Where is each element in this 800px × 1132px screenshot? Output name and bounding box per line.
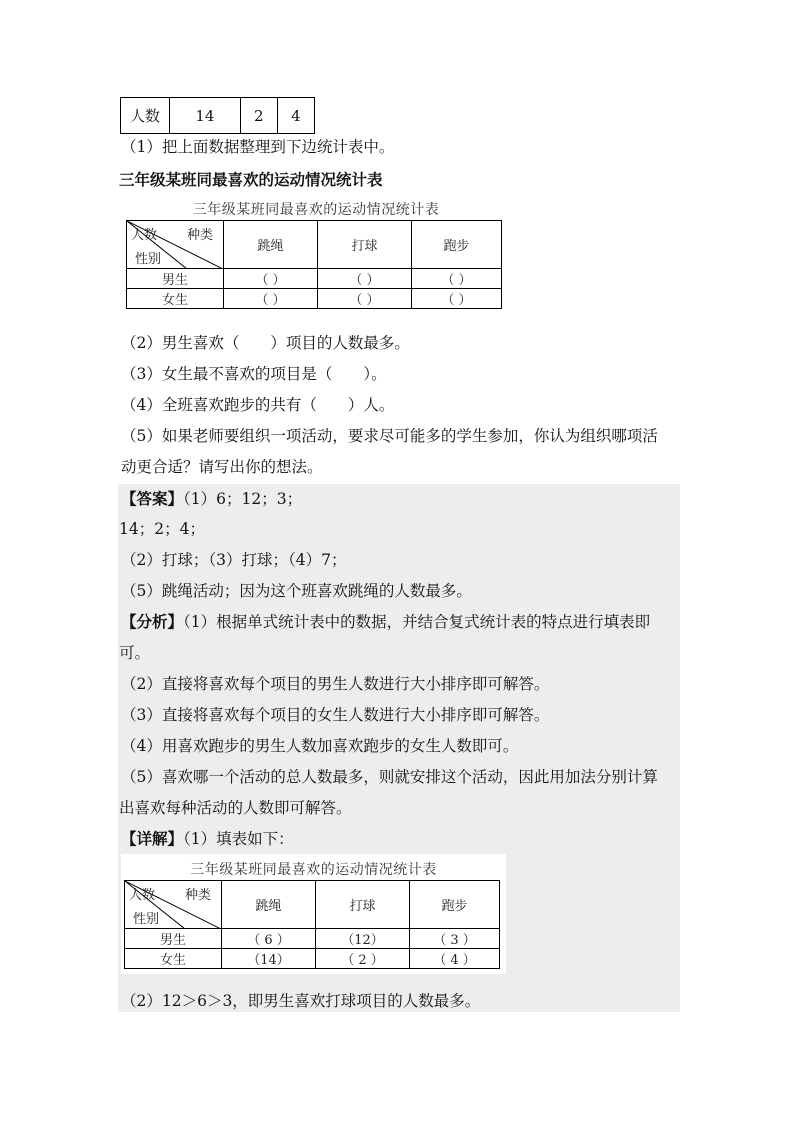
stat-table-filled	[124, 880, 500, 969]
analysis-line-7: 出喜欢每种活动的人数即可解答。	[119, 799, 352, 817]
value-cell: （ 3 ）	[410, 929, 500, 949]
column-header: 打球	[318, 221, 412, 269]
filled-table-caption: 三年级某班同最喜欢的运动情况统计表	[190, 862, 437, 878]
detail-last-line: （2）12＞6＞3，即男生喜欢打球项目的人数最多。	[121, 992, 481, 1010]
table-heading: 三年级某班同最喜欢的运动情况统计表	[119, 170, 383, 189]
analysis-line-3: （2）直接将喜欢每个项目的男生人数进行大小排序即可解答。	[121, 675, 550, 693]
analysis-line-2: 可。	[119, 644, 151, 662]
column-header: 跳绳	[222, 881, 316, 929]
row-label: 男生	[125, 929, 222, 949]
corner-bottom-label: 性别	[135, 252, 162, 267]
blank-cell: （ ）	[412, 269, 502, 289]
blank-cell: （ ）	[318, 269, 412, 289]
row-label: 男生	[127, 269, 224, 289]
count-row-label: 人数	[121, 98, 170, 134]
answer-line-4: （5）跳绳活动；因为这个班喜欢跳绳的人数最多。	[121, 582, 472, 600]
column-header: 跑步	[412, 221, 502, 269]
corner-bottom-label: 性别	[133, 912, 160, 927]
count-cell: 14	[170, 98, 241, 134]
count-cell: 2	[240, 98, 277, 134]
analysis-line-6: （5）喜欢哪一个活动的总人数最多，则就安排这个活动，因此用加法分别计算	[121, 768, 658, 786]
detail-text: （1）填表如下：	[183, 830, 294, 848]
question-5-line-2: 动更合适？请写出你的想法。	[121, 458, 323, 476]
value-cell: （ 2 ）	[316, 949, 410, 969]
blank-cell: （ ）	[224, 269, 318, 289]
value-cell: （12）	[316, 929, 410, 949]
blank-cell: （ ）	[318, 289, 412, 309]
blank-cell: （ ）	[412, 289, 502, 309]
corner-top-label: 种类	[185, 888, 212, 903]
analysis-tag: 【分析】	[121, 612, 184, 631]
corner-mid-label: 人数	[131, 228, 158, 243]
analysis-line-5: （4）用喜欢跑步的男生人数加喜欢跑步的女生人数即可。	[121, 737, 519, 755]
question-5-line-1: （5）如果老师要组织一项活动，要求尽可能多的学生参加，你认为组织哪项活	[121, 427, 658, 445]
analysis-line-4: （3）直接将喜欢每个项目的女生人数进行大小排序即可解答。	[121, 706, 550, 724]
row-label: 女生	[127, 289, 224, 309]
analysis-line-1	[121, 612, 650, 632]
corner-top-label: 种类	[187, 228, 214, 243]
question-3: （3）女生最不喜欢的项目是（ ）。	[121, 365, 387, 383]
count-table	[120, 97, 315, 134]
column-header: 跑步	[410, 881, 500, 929]
question-1: （1）把上面数据整理到下边统计表中。	[121, 138, 395, 156]
column-header: 跳绳	[224, 221, 318, 269]
value-cell: （ 4 ）	[410, 949, 500, 969]
detail-line-1	[121, 829, 294, 849]
question-4: （4）全班喜欢跑步的共有（ ）人。	[121, 396, 395, 414]
corner-header	[127, 221, 224, 269]
answer-line-3: （2）打球；（3）打球；（4）7；	[121, 551, 347, 569]
detail-tag: 【详解】	[121, 829, 184, 848]
corner-mid-label: 人数	[129, 888, 156, 903]
column-header: 打球	[316, 881, 410, 929]
answer-line-1	[121, 489, 302, 509]
value-cell: （14）	[222, 949, 316, 969]
blank-cell: （ ）	[224, 289, 318, 309]
row-label: 女生	[125, 949, 222, 969]
answer-text: （1）6；12；3；	[183, 490, 303, 508]
count-cell: 4	[277, 98, 314, 134]
stat-table-blank	[126, 220, 502, 309]
analysis-text: （1）根据单式统计表中的数据，并结合复式统计表的特点进行填表即	[183, 613, 651, 631]
stat-table-caption: 三年级某班同最喜欢的运动情况统计表	[192, 202, 440, 218]
answer-tag: 【答案】	[121, 489, 184, 508]
value-cell: （ 6 ）	[222, 929, 316, 949]
corner-header	[125, 881, 222, 929]
answer-line-2: 14；2；4；	[119, 520, 205, 538]
question-2: （2）男生喜欢（ ）项目的人数最多。	[121, 334, 410, 352]
